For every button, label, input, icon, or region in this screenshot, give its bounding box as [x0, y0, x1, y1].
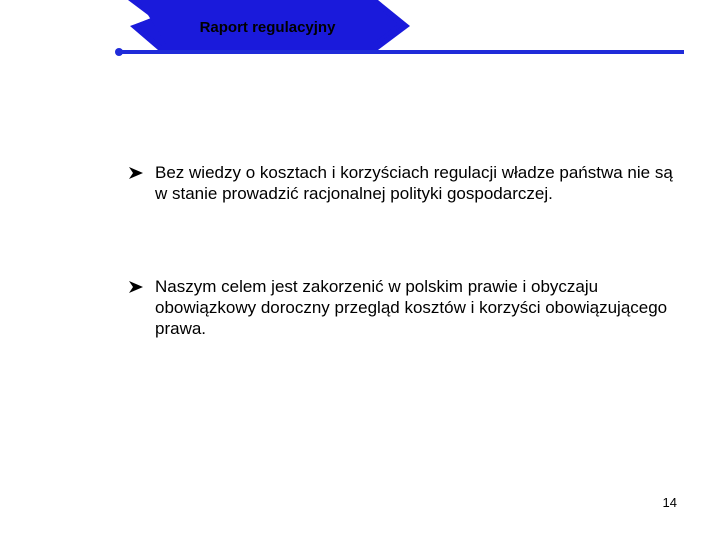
header-rule-dot [115, 48, 123, 56]
bullet-item [128, 276, 688, 339]
header-rule [118, 50, 684, 54]
slide-title: Raport regulacyjny [199, 19, 336, 36]
arrowhead-bullet-icon [128, 167, 144, 179]
bullet-list [128, 162, 688, 339]
bullet-text: Bez wiedzy o kosztach i korzyściach regulacji władze państwa nie są w stanie prowadzić racjonalnej polityki gospodarczej. [155, 163, 673, 203]
bullet-text: Naszym celem jest zakorzenić w polskim prawie i obyczaju obowiązkowy doroczny przegląd kosztów i korzyści obowiązującego prawa. [155, 277, 668, 338]
arrowhead-bullet-icon [128, 281, 144, 293]
bullet-item [128, 162, 688, 204]
page-number: 14 [662, 495, 677, 510]
